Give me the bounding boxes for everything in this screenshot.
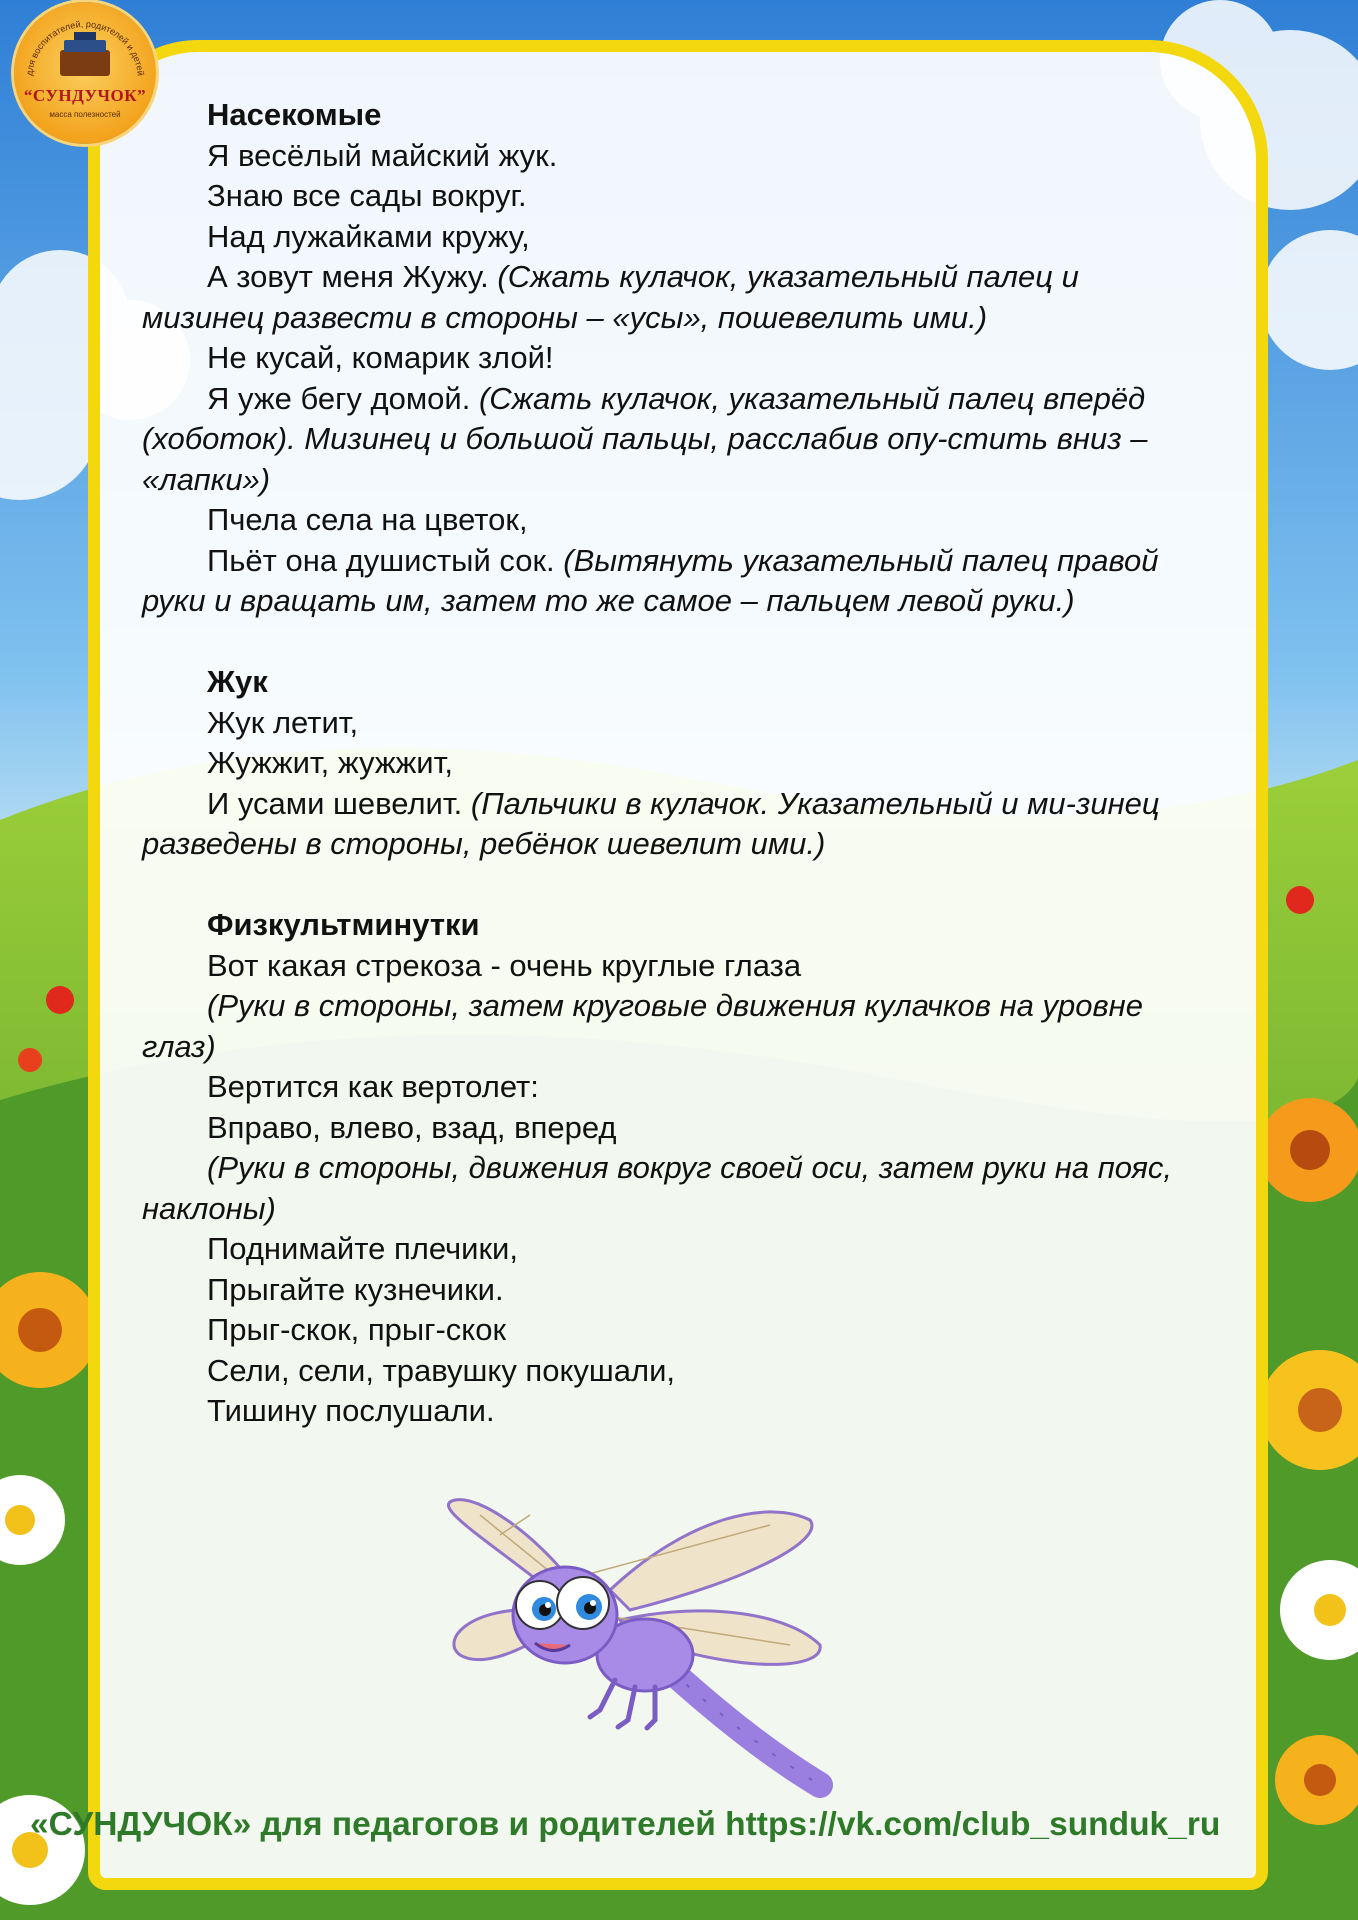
logo-name: “СУНДУЧОК”	[23, 86, 147, 105]
verse-line: Прыг-скок, прыг-скок	[207, 1312, 507, 1347]
verse-text: Я уже бегу домой.	[207, 380, 479, 416]
logo-tagline: масса полезностей	[49, 110, 121, 119]
section-title-beetle: Жук	[207, 664, 268, 699]
verse-text: Пьёт она душистый сок.	[207, 542, 564, 578]
document-body	[142, 95, 1202, 1432]
verse-paragraph	[142, 379, 1202, 501]
svg-text:для воспитателей, родителей и: для воспитателей, родителей и детей	[24, 18, 146, 77]
section-title-insects: Насекомые	[207, 97, 382, 132]
verse-line: Я весёлый майский жук.	[207, 137, 558, 173]
instruction-note: (Руки в стороны, движения вокруг своей оси, затем руки на пояс, наклоны)	[142, 1150, 1172, 1226]
instruction-note: (Пальчики в кулачок. Указательный и ми-зинец разведены в стороны, ребёнок шевелит ими.)	[142, 785, 1160, 861]
section-title-exercises: Физкультминутки	[207, 907, 480, 942]
dragonfly-illustration	[440, 1495, 840, 1810]
verse-text: И усами шевелит.	[207, 785, 471, 821]
verse-line: Вертится как вертолет:	[207, 1069, 539, 1104]
verse-line: Знаю все сады вокруг.	[207, 178, 527, 213]
verse-line: Над лужайками кружу,	[207, 218, 530, 254]
verse-paragraph	[142, 257, 1202, 338]
footer-link-text[interactable]: «СУНДУЧОК» для педагогов и родителей https://vk.com/club_sunduk_ru	[30, 1806, 1221, 1843]
verse-line: Жук летит,	[207, 704, 359, 740]
verse-line: Сели, сели, травушку покушали,	[207, 1352, 675, 1388]
verse-line: Вправо, влево, взад, вперед	[207, 1109, 617, 1145]
instruction-note: (Вытянуть указательный палец правой руки и вращать им, затем то же самое – пальцем левой руки.)	[142, 542, 1159, 618]
instruction-note: (Сжать кулачок, указательный палец вперёд (хоботок). Мизинец и большой пальцы, расслабив опу-стить вниз – «лапки»)	[142, 380, 1148, 497]
verse-paragraph	[142, 986, 1202, 1067]
verse-line: Пчела села на цветок,	[207, 502, 528, 537]
instruction-note: (Сжать кулачок, указательный палец и мизинец развести в стороны – «усы», пошевелить ими.)	[142, 259, 1079, 335]
verse-paragraph	[142, 541, 1202, 622]
verse-paragraph	[142, 1148, 1202, 1229]
logo-emblem-icon	[14, 2, 156, 144]
verse-line: Жужжит, жужжит,	[207, 745, 454, 780]
verse-line: Тишину послушали.	[207, 1393, 495, 1428]
verse-line: Поднимайте плечики,	[207, 1231, 518, 1266]
verse-line: Вот какая стрекоза - очень круглые глаза	[207, 947, 802, 983]
verse-line: Прыгайте кузнечики.	[207, 1271, 504, 1307]
verse-text: А зовут меня Жужу.	[207, 259, 498, 294]
instruction-note: (Руки в стороны, затем круговые движения кулачков на уровне глаз)	[142, 988, 1143, 1064]
verse-paragraph	[142, 784, 1202, 865]
verse-line: Не кусай, комарик злой!	[207, 340, 554, 375]
sunduchok-logo	[14, 2, 156, 144]
